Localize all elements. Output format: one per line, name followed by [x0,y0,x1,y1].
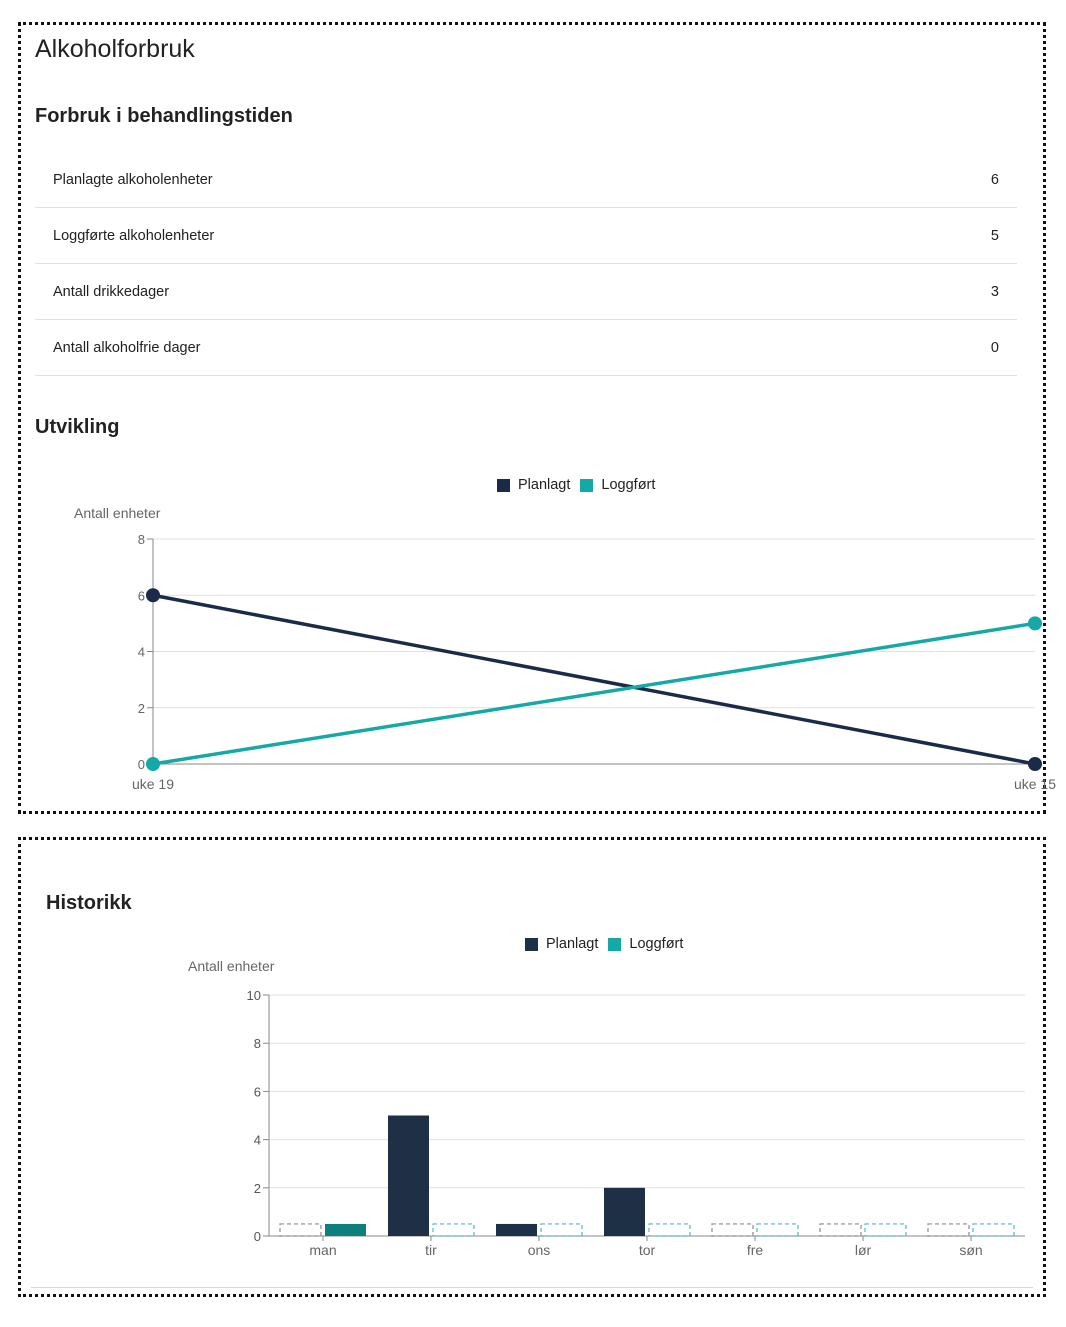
table-row [35,320,1017,376]
bar-logged-empty [433,1224,474,1236]
bar-logged-empty [649,1224,690,1236]
x-tick-label: ons [527,1242,551,1258]
bar-planned [388,1116,429,1237]
x-tick-label: lør [854,1242,872,1258]
legend-label: Loggført [629,936,684,952]
x-tick-label: man [309,1242,337,1258]
legend-swatch [497,479,510,492]
bar-logged-empty [757,1224,798,1236]
consumption-panel [18,22,1057,814]
x-tick-label: tir [425,1242,437,1258]
legend-label: Planlagt [546,936,599,952]
legend-swatch [525,938,538,951]
y-tick-label: 2 [253,1180,261,1196]
table-row [35,264,1017,320]
table-row [35,152,1017,208]
bar-logged [325,1224,366,1236]
series-line-logged [153,623,1035,764]
stat-value: 5 [990,227,999,244]
stat-label: Antall drikkedager [53,283,170,300]
y-tick-label: 0 [137,757,145,772]
history-y-axis-title: Antall enheter [188,958,275,974]
x-tick-label: fre [746,1242,764,1258]
bar-logged-empty [541,1224,582,1236]
y-tick-label: 8 [137,532,145,547]
trend-chart [21,515,1057,815]
history-panel [18,837,1046,1297]
table-row [35,208,1017,264]
y-tick-label: 8 [253,1036,261,1052]
history-legend [525,936,693,952]
page-title: Alkoholforbruk [35,35,195,63]
y-tick-label: 0 [253,1229,261,1244]
history-chart [21,980,1041,1270]
stat-value: 0 [990,339,999,356]
history-title: Historikk [46,892,132,914]
data-point [1028,757,1042,771]
data-point [1028,616,1042,630]
legend-label: Loggført [601,477,656,493]
legend-swatch [608,938,621,951]
x-tick-label: søn [959,1242,983,1258]
bar-logged-empty [865,1224,906,1236]
stat-value: 6 [990,171,999,188]
bar-planned-empty [928,1224,969,1236]
x-tick-label: uke 15 [1013,776,1057,792]
summary-table [35,152,1017,376]
legend-item-logged[interactable] [608,936,683,952]
bar-planned-empty [820,1224,861,1236]
data-point [146,757,160,771]
bar-planned-empty [712,1224,753,1236]
trend-legend [497,477,665,493]
legend-item-planned[interactable] [525,936,598,952]
x-tick-label: tor [638,1242,656,1258]
x-tick-label: uke 19 [131,776,175,792]
y-tick-label: 2 [137,700,145,716]
legend-swatch [580,479,593,492]
bar-planned [496,1224,537,1236]
y-tick-label: 4 [137,644,145,660]
stat-label: Antall alkoholfrie dager [53,339,201,356]
divider [31,1287,1033,1288]
stat-value: 3 [990,283,999,300]
legend-item-planned[interactable] [497,477,570,493]
y-tick-label: 4 [253,1132,261,1148]
stat-label: Loggførte alkoholenheter [53,227,215,244]
legend-label: Planlagt [518,477,571,493]
series-line-planned [153,595,1035,764]
legend-item-logged[interactable] [580,477,655,493]
bar-logged-empty [973,1224,1014,1236]
bar-planned-empty [280,1224,321,1236]
data-point [146,588,160,602]
trend-y-axis-title: Antall enheter [74,505,161,521]
y-tick-label: 6 [253,1084,261,1100]
stat-label: Planlagte alkoholenheter [53,171,213,188]
y-tick-label: 6 [137,588,145,604]
y-tick-label: 10 [246,988,261,1003]
trend-title: Utvikling [35,416,120,438]
summary-title: Forbruk i behandlingstiden [35,105,293,127]
bar-planned [604,1188,645,1236]
